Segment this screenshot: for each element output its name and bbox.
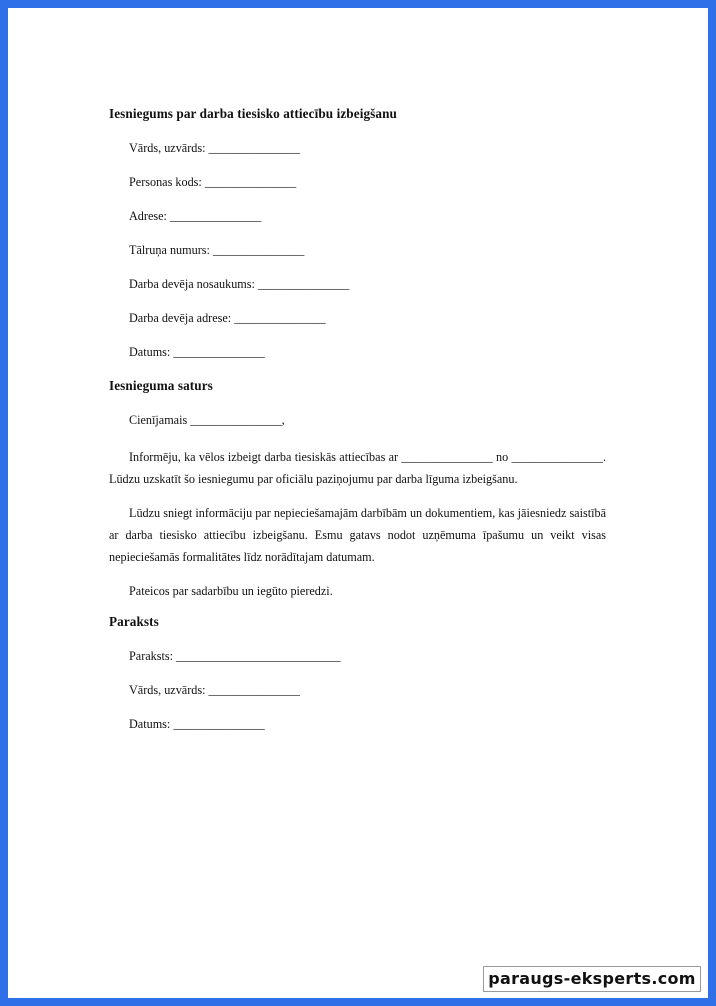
field-employer-address: Darba devēja adrese: _______________ [129, 311, 326, 325]
field-address: Adrese: _______________ [129, 209, 262, 223]
document-page [8, 8, 708, 998]
document-content [109, 106, 606, 750]
paragraph-request: Lūdzu sniegt informāciju par nepieciešamajām darbībām un dokumentiem, kas jāiesniedz saistībā ar darba tiesisko attiecību izbeigšanu. Esmu gatavs nodot uzņēmuma īpašumu un veikt visas nepieciešamās formalitātes līdz norādītajam datumam. [109, 506, 606, 564]
watermark-badge: paraugs-eksperts.com [483, 966, 701, 992]
signature-name: Vārds, uzvārds: _______________ [129, 683, 300, 697]
field-phone: Tālruņa numurs: _______________ [129, 243, 305, 257]
field-name: Vārds, uzvārds: _______________ [129, 141, 300, 155]
signature-heading: Paraksts [109, 614, 159, 629]
document-title: Iesniegums par darba tiesisko attiecību izbeigšanu [109, 106, 397, 121]
field-date: Datums: _______________ [129, 345, 265, 359]
field-employer-name: Darba devēja nosaukums: _______________ [129, 277, 350, 291]
content-heading: Iesnieguma saturs [109, 378, 213, 393]
field-personal-code: Personas kods: _______________ [129, 175, 297, 189]
paragraph-notice: Informēju, ka vēlos izbeigt darba tiesiskās attiecības ar _______________ no _______________. Lūdzu uzskatīt šo iesniegumu par oficiālu paziņojumu par darba līguma izbeigšanu. [109, 450, 606, 486]
greeting: Cienījamais _______________, [129, 413, 285, 427]
signature-line: Paraksts: ___________________________ [129, 649, 341, 663]
paragraph-thanks: Pateicos par sadarbību un iegūto pieredzi. [129, 584, 333, 598]
signature-date: Datums: _______________ [129, 717, 265, 731]
